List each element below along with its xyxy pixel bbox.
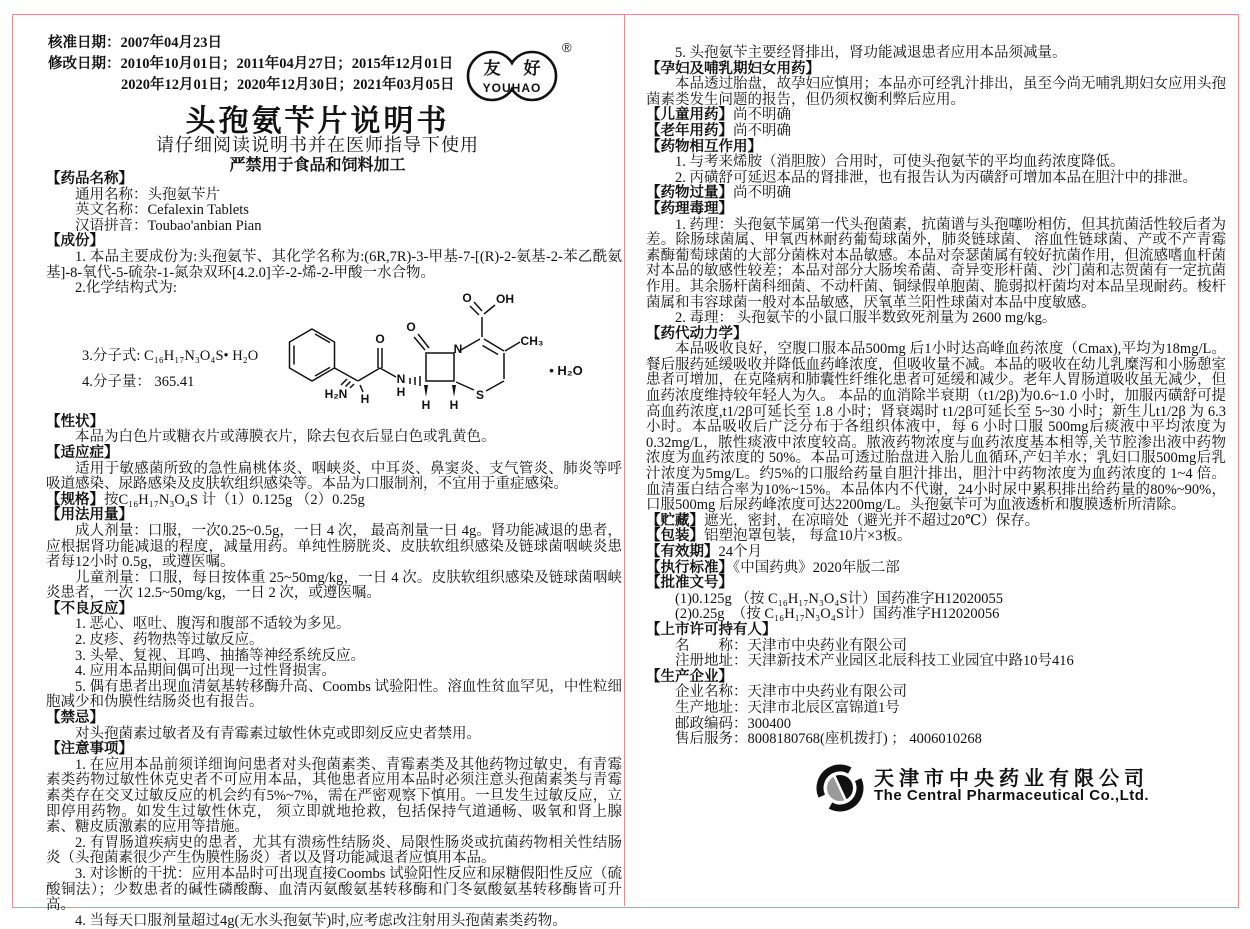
section-heading: 【包装】	[646, 528, 704, 545]
paragraph: 适用于敏感菌所致的急性扁桃体炎、咽峡炎、中耳炎、鼻窦炎、支气管炎、肺炎等呼吸道感染、尿路感染及皮肤软组织感染等。本品为口服制剂，不宜用于重症感染。	[46, 460, 622, 493]
section-license-holder	[646, 623, 1226, 670]
section-heading: 【老年用药】	[646, 122, 733, 139]
section-pharmacology-toxicology	[646, 202, 1226, 327]
molecular-formula: 3.分子式: C₁₆H₁₇N₃O₄S• H₂O	[82, 347, 259, 364]
atom-ch3: CH₃	[520, 333, 544, 348]
section-heading: 【成份】	[46, 233, 104, 250]
paragraph: 2. 毒理： 头孢氨苄的小鼠口服半数致死剂量为 2600 mg/kg。	[675, 310, 1057, 327]
section-manufacturer	[646, 670, 1226, 748]
section-heading: 【性状】	[46, 413, 104, 430]
inline-text: 按C₁₆H₁₇N₃O₄S 计（1）0.125g （2）0.25g	[104, 491, 365, 508]
section-pharmacokinetics	[646, 327, 1226, 514]
company-logo-text	[874, 768, 1150, 804]
section-heading: 【执行标准】	[646, 559, 733, 576]
section-heading: 【注意事项】	[46, 741, 133, 758]
hydrate-label: • H₂O	[549, 362, 583, 378]
inline-text: 尚不明确	[733, 185, 791, 202]
paragraph: 4. 应用本品期间偶可出现一过性肾损害。	[75, 663, 336, 680]
atom-h-amide: H	[396, 384, 406, 399]
paragraph: 2. 皮疹、药物热等过敏反应。	[75, 632, 264, 649]
section-heading: 【儿童用药】	[646, 107, 733, 124]
section-heading: 【贮藏】	[646, 512, 704, 529]
section-heading: 【药物相互作用】	[646, 138, 762, 155]
section-heading: 【药品名称】	[46, 171, 133, 187]
approved-date-value: 2007年04月23日	[120, 35, 222, 51]
insert-title: 头孢氨苄片说明书	[185, 105, 450, 138]
paragraph: (2)0.25g （按 C₁₆H₁₇N₃O₄S计）国药准字H12020056	[675, 606, 1000, 623]
section-drug-interactions	[646, 140, 1226, 187]
section-heading: 【孕妇及哺乳期妇女用药】	[646, 60, 820, 77]
section-strength	[46, 493, 622, 509]
paragraph: (1)0.125g （按 C₁₆H₁₇N₃O₄S计）国药准字H12020055	[675, 590, 1003, 607]
paragraph: 5. 头孢氨苄主要经肾排出，肾功能减退患者应用本品须减量。	[675, 45, 1067, 61]
section-heading: 【规格】	[46, 491, 104, 508]
atom-o-lactam: O	[406, 319, 416, 334]
chemical-structure-block	[46, 292, 622, 415]
paragraph: 1. 在应用本品前须详细询问患者对头孢菌素类、青霉素类及其他药物过敏史，有青霉素类药物过敏性休克史者不可应用本品，其他患者应用本品时必须注意头孢菌素类与青霉素类存在交叉过敏反应的机会约有5%~7%，需在严密观察下慎用。一旦发生过敏反应，立即停用药物。如发生过敏性休克， 须立即就地抢救，包括保持气道通畅、吸氧和肾上腺素、糖皮质激素的应用等措施。	[46, 756, 622, 836]
atom-oh: OH	[496, 292, 514, 306]
atom-n-ring: N	[453, 341, 463, 356]
section-pediatric	[646, 108, 1226, 124]
cefalexin-structure-drawing	[274, 293, 622, 419]
logo-youhao-en: YOUHAO	[482, 81, 542, 95]
company-name-cn: 天津市中央药业有限公司	[874, 768, 1149, 791]
left-panel-body	[46, 172, 622, 929]
section-heading: 【药代动力学】	[646, 325, 748, 342]
section-heading: 【禁忌】	[46, 710, 104, 727]
atom-h-chiral: H	[360, 391, 370, 406]
atom-h-c6: H	[449, 397, 459, 412]
paragraph: 2. 有胃肠道疾病史的患者，尤其有溃疡性结肠炎、局限性肠炎或抗菌药物相关性结肠炎（头孢菌素很少产生伪膜性肠炎）者以及肾功能减退者应慎用本品。	[46, 834, 622, 867]
paragraph: 3. 头晕、复视、耳鸣、抽搐等神经系统反应。	[75, 647, 365, 664]
section-heading: 【适应症】	[46, 444, 119, 461]
approved-date-label: 核准日期：	[48, 35, 121, 51]
inline-text: 遮光，密封，在凉暗处（避光并不超过20℃）保存。	[704, 512, 1040, 529]
insert-subtitle-warning: 严禁用于食品和饲料加工	[229, 157, 406, 174]
section-approval-numbers	[646, 576, 1226, 623]
section-dosage	[46, 508, 622, 602]
paragraph: 3. 对诊断的干扰：应用本品时可出现直接Coombs 试验阳性反应和尿糖假阳性反应（硫酸铜法）；少数患者的碱性磷酸酶、血清丙氨酸氨基转移酶和门冬氨酸氨基转移酶皆可升高。	[46, 865, 622, 914]
section-packaging	[646, 529, 1226, 545]
paragraph: 2.化学结构式为:	[75, 280, 177, 297]
section-precautions-continued	[646, 46, 1226, 62]
section-standard	[646, 561, 1226, 577]
paragraph: 成人剂量：口服，一次0.25~0.5g，一日 4 次， 最高剂量一日 4g。肾功能减退的患者，应根据肾功能减退的程度，减量用药。单纯性膀胱炎、皮肤软组织感染及链球菌咽峡炎患者每12小时 0.5g，或遵医嘱。	[46, 522, 622, 571]
inline-text: 24个月	[718, 544, 762, 560]
paragraph: 1. 与考来烯胺（消胆胺）合用时，可使头孢氨苄的平均血药浓度降低。	[675, 154, 1125, 171]
section-overdose	[646, 186, 1226, 202]
paragraph: 对头孢菌素过敏者及有青霉素过敏性休克或即刻反应史者禁用。	[75, 725, 481, 742]
company-name-en: The Central Pharmaceutical Co.,Ltd.	[874, 786, 1150, 804]
modified-date-line1: 2010年10月01日；2011年04月27日；2015年12月01日	[120, 56, 454, 72]
paragraph: 生产地址：天津市北辰区富锦道1号	[675, 699, 900, 716]
paragraph: 本品吸收良好，空腹口服本品500mg 后1小时达高峰血药浓度（Cmax),平均为18mg/L。餐后服药延缓吸收并降低血药峰浓度，但吸收量不减。本品的吸收在幼儿乳糜泻和小肠憩室患者可增加，在克隆病和肺囊性纤维化患者可延缓和减少。老年人胃肠道吸收虽无减少，但血药浓度维持较年轻人为久。 本品的血消除半衰期（t1/2β)为0.6~1.0 小时，加服丙磺舒可提高血药浓度,t1/2β可延长至 1.8 小时；肾衰竭时 t1/2β可延长至 5~30 小时；新生儿t1/2β 为 6.3 小时。本品吸收后广泛分布于各组织体液中，每 6 小时口服 500mg后痰液中平均浓度为0.32mg/L，脓性痰液中浓度较高。脓液药物浓度与血药浓度基本相等,关节腔渗出液中药物浓度为血药浓度的 50%。本品可透过胎盘进入胎儿血循环,产妇羊水；乳妇口服500mg后乳汁浓度为5mg/L。约5%的口服给药量自胆汁排出，胆汁中药物浓度为血药浓度的 1~4 倍。血清蛋白结合率为10%~15%。本品体内不代谢，24小时尿中累积排出给药量的80%~90%，口服500mg 后尿药峰浓度可达2200mg/L。头孢氨苄可为血液透析和腹膜透析所清除。	[646, 341, 1226, 514]
modified-date-label: 修改日期：	[48, 56, 121, 72]
atom-h2n: H₂N	[324, 386, 348, 401]
atom-o-acid: O	[462, 292, 472, 305]
section-contraindications	[46, 711, 622, 742]
registered-trademark-icon: ®	[562, 40, 572, 55]
paragraph: 4. 当每天口服剂量超过4g(无水头孢氨苄)时,应考虑改注射用头孢菌素类药物。	[75, 912, 567, 929]
molecular-weight: 4.分子量： 365.41	[82, 373, 195, 390]
section-shelf-life	[646, 545, 1226, 561]
paragraph: 2. 丙磺舒可延迟本品的肾排泄，也有报告认为丙磺舒可增加本品在胆汁中的排泄。	[675, 169, 1197, 186]
section-heading: 【用法用量】	[46, 507, 133, 524]
section-heading: 【有效期】	[646, 544, 719, 560]
paragraph: 英文名称：Cefalexin Tablets	[75, 202, 249, 219]
approval-dates	[48, 33, 468, 96]
section-drug-name	[46, 172, 622, 234]
section-heading: 【药理毒理】	[646, 200, 733, 217]
section-heading: 【不良反应】	[46, 600, 133, 617]
atom-o-amide: O	[375, 331, 385, 346]
section-adverse-reactions	[46, 602, 622, 711]
logo-char-you: 友	[483, 59, 501, 78]
panel-divider-line	[624, 14, 625, 906]
logo-char-hao: 好	[523, 59, 541, 78]
paragraph: 本品透过胎盘，故孕妇应慎用；本品亦可经乳汁排出，虽至今尚无哺乳期妇女应用头孢菌素类发生问题的报告，但仍须权衡利弊后应用。	[646, 76, 1226, 108]
paragraph: 汉语拼音：Toubao'anbian Pian	[75, 217, 262, 234]
paragraph: 儿童剂量：口服，每日按体重 25~50mg/kg，一日 4 次。皮肤软组织感染及链球菌咽峡炎患者，一次 12.5~50mg/kg，一日 2 次，或遵医嘱。	[46, 569, 622, 602]
paragraph: 通用名称：头孢氨苄片	[75, 186, 220, 203]
section-heading: 【批准文号】	[646, 575, 733, 592]
section-heading: 【生产企业】	[646, 668, 733, 685]
paragraph: 1. 药理：头孢氨苄属第一代头孢菌素，抗菌谱与头孢噻吩相仿，但其抗菌活性较后者为差。除肠球菌属、甲氧西林耐药葡萄球菌外，肺炎链球菌、 溶血性链球菌、产或不产青霉素酶葡萄球菌的大部分菌株对本品敏感。本品对奈瑟菌属有较好抗菌作用，但流感嗜血杆菌对本品的敏感性较差；本品对部分大肠埃希菌、奇异变形杆菌、沙门菌和志贺菌有一定抗菌作用。其余肠杆菌科细菌、不动杆菌、铜绿假单胞菌、脆弱拟杆菌均对本品呈现耐药。梭杆菌属和韦容球菌一般对本品敏感，厌氧革兰阳性球菌对本品中度敏感。	[646, 216, 1226, 311]
paragraph: 邮政编码：300400	[675, 715, 791, 732]
insert-subtitle-read-carefully: 请仔细阅读说明书并在医师指导下使用	[156, 135, 479, 155]
modified-date-line2: 2020年12月01日；2020年12月30日；2021年03月05日	[121, 77, 455, 93]
atom-h-c7: H	[421, 397, 431, 412]
section-geriatric	[646, 124, 1226, 140]
central-pharmaceutical-logo-icon	[814, 762, 866, 814]
company-logo	[814, 762, 1226, 814]
section-heading: 【药物过量】	[646, 185, 733, 202]
section-indications	[46, 446, 622, 493]
atom-s: S	[475, 387, 485, 402]
section-heading: 【上市许可持有人】	[646, 621, 777, 638]
inline-text: 《中国药典》2020年版二部	[733, 559, 900, 576]
inline-text: 铝塑泡罩包装， 每盒10片×3板。	[704, 528, 912, 545]
paragraph: 售后服务：8008180768(座机拨打) ； 4006010268	[675, 731, 982, 748]
right-panel-body	[646, 46, 1226, 814]
section-description	[46, 415, 622, 446]
section-pregnancy	[646, 62, 1226, 109]
inline-text: 尚不明确	[733, 107, 791, 124]
paragraph: 注册地址：天津新技术产业园区北辰科技工业园宜中路10号416	[675, 653, 1074, 670]
paragraph: 1. 恶心、呕吐、腹泻和腹部不适较为多见。	[75, 616, 351, 633]
paragraph: 1. 本品主要成份为:头孢氨苄、其化学名称为:(6R,7R)-3-甲基-7-[(R)-2-氨基-2-苯乙酰氨基]-8-氧代-5-硫杂-1-氮杂双环[4.2.0]辛-2-烯-2-甲酸一水合物。	[46, 248, 622, 281]
atom-n-amide: N	[396, 371, 406, 386]
section-composition	[46, 234, 622, 414]
paragraph: 5. 偶有患者出现血清氨基转移酶升高、Coombs 试验阳性。溶血性贫血罕见，中性粒细胞减少和伪膜性结肠炎也有报告。	[46, 678, 622, 711]
paragraph: 企业名称：天津市中央药业有限公司	[675, 684, 907, 701]
inline-text: 尚不明确	[733, 122, 791, 139]
section-precautions	[46, 742, 622, 929]
paragraph: 本品为白色片或糖衣片或薄膜衣片，除去包衣后显白色或乳黄色。	[75, 429, 496, 446]
paragraph: 名 称：天津市中央药业有限公司	[675, 637, 907, 654]
